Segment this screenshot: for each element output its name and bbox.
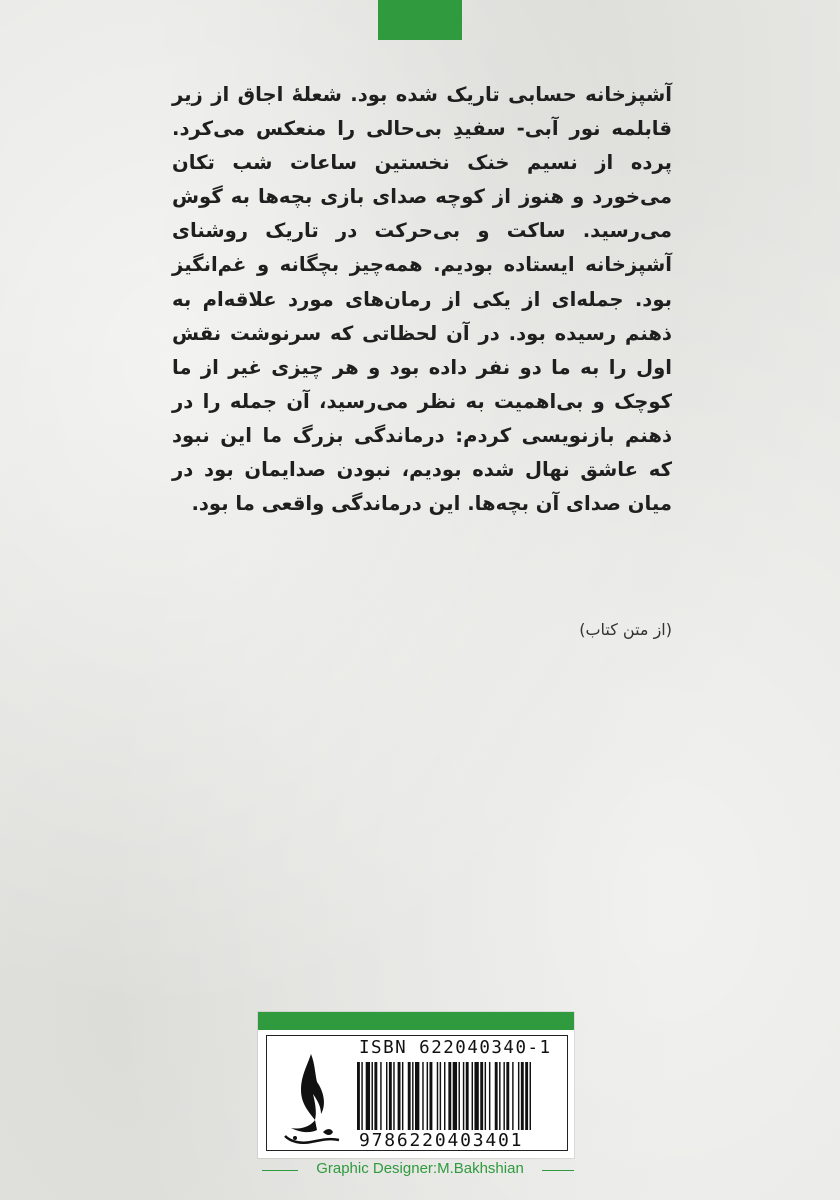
barcode-bar: [393, 1062, 394, 1130]
barcode-bar: [357, 1062, 360, 1130]
barcode-bar: [495, 1062, 498, 1130]
barcode-bar: [398, 1062, 401, 1130]
top-green-tab: [378, 0, 462, 40]
barcode-bar: [472, 1062, 473, 1130]
barcode-bar: [415, 1062, 419, 1130]
barcode-bar: [402, 1062, 403, 1130]
barcode-bar: [453, 1062, 457, 1130]
barcode-bar: [437, 1062, 438, 1130]
barcode-bar: [361, 1062, 362, 1130]
isbn-green-bar: [258, 1012, 574, 1030]
barcode-bar: [485, 1062, 486, 1130]
designer-credit: Graphic Designer:M.Bakhshian: [316, 1160, 524, 1177]
excerpt-text: آشپزخانه حسابی تاریک شده بود. شعلهٔ اجاق از زیر قابلمه نور آبی- سفیدِ بی‌حالی را منعکس می‌کرد. پرده از نسیم خنک نخستین ساعات شب تکان می‌خورد و هنوز از کوچه صدای بازی بچه‌ها به گوش می‌رسید. ساکت و بی‌حرکت در تاریک روشنای آشپزخانه ایستاده بودیم. همه‌چیز بچگانه و غم‌انگیز بود. جمله‌ای از یکی از رمان‌های مورد علاقه‌ام به ذهنم رسیده بود. در آن لحظاتی که سرنوشت نقش اول را به ما دو نفر داده بود و هر چیزی غیر از ما کوچک و بی‌اهمیت به نظر می‌رسید، آن جمله را در ذهنم بازنویسی کردم: درماندگی بزرگ ما این نبود که عاشق نهال شده بودیم، نبودن صدایمان بود در میان صدای آن بچه‌ها. این درماندگی واقعی ما بود.: [172, 83, 672, 516]
barcode-bar: [412, 1062, 413, 1130]
barcode-bar: [374, 1062, 377, 1130]
isbn-label: ISBN 622040340-1: [359, 1038, 552, 1058]
barcode-bar: [503, 1062, 504, 1130]
barcode-bar: [440, 1062, 441, 1130]
barcode-bar: [422, 1062, 423, 1130]
barcode-bar: [521, 1062, 524, 1130]
barcode-bar: [372, 1062, 373, 1130]
barcode-bar: [499, 1062, 500, 1130]
barcode-bar: [525, 1062, 528, 1130]
barcode-bar: [448, 1062, 451, 1130]
barcode-bar: [366, 1062, 370, 1130]
barcode-bar: [430, 1062, 433, 1130]
barcode: [355, 1062, 563, 1130]
ean-digits: 9786220403401: [359, 1130, 524, 1151]
barcode-bar: [474, 1062, 478, 1130]
bird-logo-icon: [271, 1046, 351, 1150]
barcode-bar: [463, 1062, 464, 1130]
barcode-bar: [518, 1062, 519, 1130]
barcode-bar: [489, 1062, 490, 1130]
barcode-bar: [530, 1062, 531, 1130]
barcode-bar: [466, 1062, 469, 1130]
barcode-bar: [459, 1062, 460, 1130]
barcode-bar: [427, 1062, 428, 1130]
barcode-bar: [506, 1062, 509, 1130]
barcode-bar: [380, 1062, 381, 1130]
isbn-frame: [266, 1035, 568, 1151]
barcode-bar: [389, 1062, 392, 1130]
barcode-bar: [408, 1062, 411, 1130]
barcode-bar: [512, 1062, 513, 1130]
credit-rule-left: [262, 1170, 298, 1171]
barcode-bar: [386, 1062, 387, 1130]
barcode-bar: [480, 1062, 483, 1130]
barcode-bar: [444, 1062, 445, 1130]
isbn-panel: [258, 1012, 574, 1158]
credit-rule-right: [542, 1170, 574, 1171]
excerpt-source: (از متن کتاب): [579, 620, 672, 639]
